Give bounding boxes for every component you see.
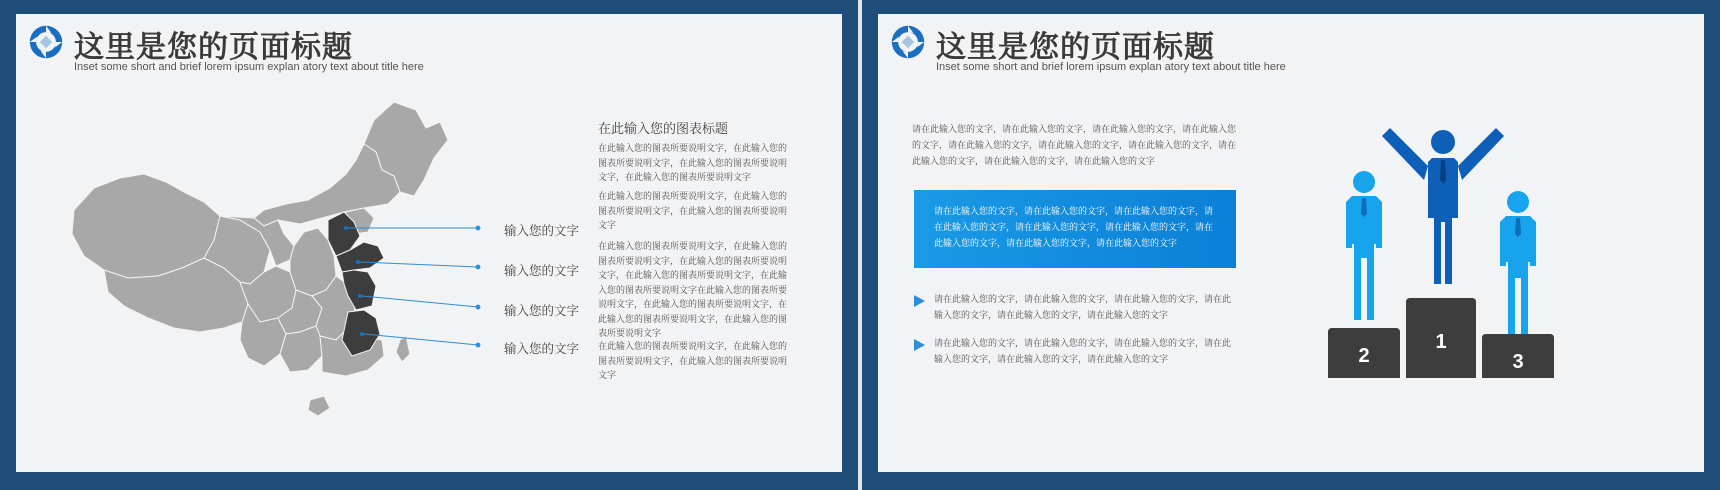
- page-subtitle: Inset some short and brief lorem ipsum explan atory text about title here: [74, 61, 424, 73]
- page-title: 这里是您的页面标题: [74, 30, 353, 65]
- slide-podium: [862, 0, 1720, 490]
- page-subtitle: Inset some short and brief lorem ipsum explan atory text about title here: [936, 61, 1286, 73]
- person-icon: [1500, 191, 1536, 336]
- bullet-text: 请在此输入您的文字，请在此输入您的文字，请在此输入您的文字，请在此输入您的文字，请在此输入您的文字，请在此输入您的文字: [934, 339, 1232, 365]
- description-paragraph: 在此输入您的图表所要说明文字，在此输入您的图表所要说明文字，在此输入您的图表所要说明文字: [598, 342, 788, 381]
- intro-text: 请在此输入您的文字，请在此输入您的文字，请在此输入您的文字，请在此输入您的文字，请在此输入您的文字，请在此输入您的文字，请在此输入您的文字，请在此输入您的文字，请在此输入您的文字，请在此输入您的文字: [912, 125, 1237, 167]
- bullet-triangle-icon: [914, 339, 925, 351]
- logo-icon: [28, 24, 64, 60]
- podium-rank-1: 1: [1435, 331, 1447, 353]
- person-icon: [1346, 171, 1382, 320]
- podium-rank-2: 2: [1358, 345, 1370, 367]
- description-paragraph: 在此输入您的图表所要说明文字，在此输入您的图表所要说明文字，在此输入您的图表所要说明文字，在此输入您的图表所要说明文字: [598, 144, 788, 183]
- china-map: [64, 100, 484, 420]
- person-icon: [1382, 128, 1504, 284]
- bullet-triangle-icon: [914, 295, 925, 307]
- slide-content: [878, 14, 1704, 472]
- podium-rank-3: 3: [1512, 351, 1524, 373]
- bullet-text: 请在此输入您的文字，请在此输入您的文字，请在此输入您的文字，请在此输入您的文字，请在此输入您的文字，请在此输入您的文字: [934, 295, 1232, 321]
- slide-content: [16, 14, 842, 472]
- logo-icon: [890, 24, 926, 60]
- bullet-item: [914, 336, 1238, 368]
- description-paragraph: 在此输入您的图表所要说明文字，在此输入您的图表所要说明文字，在此输入您的图表所要说明文字: [598, 192, 788, 231]
- callout-label: 输入您的文字: [504, 263, 580, 278]
- description-paragraph: 在此输入您的图表所要说明文字，在此输入您的图表所要说明文字，在此输入您的图表所要说明文字，在此输入您的图表所要说明文字，在此输入您的图表所要说明文字在此输入您的图表所要说明文字，在此输入您的图表所要说明文字，在此输入您的图表所要说明文字，在此输入您的图表所要说明文字: [598, 242, 788, 339]
- page-title: 这里是您的页面标题: [936, 30, 1215, 65]
- bullet-item: [914, 292, 1238, 324]
- callout-label: 输入您的文字: [504, 303, 580, 318]
- callout-label: 输入您的文字: [504, 341, 580, 356]
- podium-illustration: [1328, 118, 1558, 378]
- chart-title: 在此输入您的图表标题: [598, 122, 729, 137]
- highlight-box: 请在此输入您的文字，请在此输入您的文字，请在此输入您的文字，请在此输入您的文字，请在此输入您的文字，请在此输入您的文字，请在此输入您的文字，请在此输入您的文字，请在此输入您的文字: [914, 190, 1236, 268]
- callout-label: 输入您的文字: [504, 223, 580, 238]
- slide-map: [0, 0, 858, 490]
